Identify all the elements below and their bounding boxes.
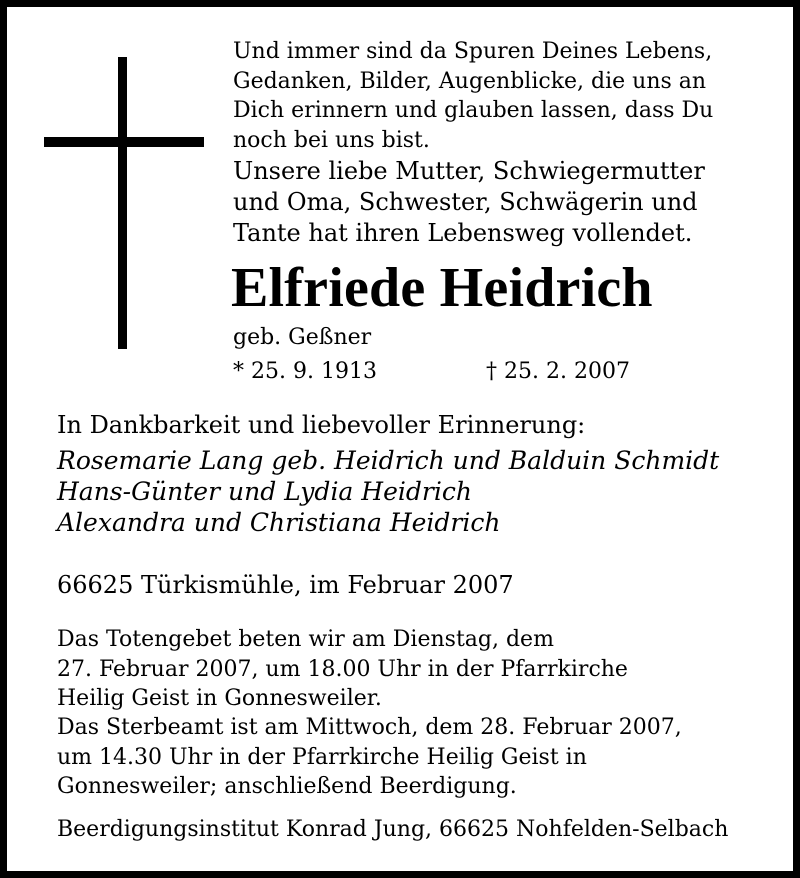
cross-horizontal-bar [44, 137, 204, 147]
prayer-service-info [57, 625, 628, 714]
deceased-name: Elfriede Heidrich [231, 257, 653, 319]
mourner-name: Alexandra und Christiana Heidrich [57, 508, 501, 537]
prayer-line: Heilig Geist in Gonnesweiler. [57, 686, 382, 711]
mourner-name: Rosemarie Lang geb. Heidrich und Balduin Schmidt [57, 446, 720, 475]
prayer-line: 27. Februar 2007, um 18.00 Uhr in der Pfarrkirche [57, 656, 628, 682]
verse-line: Und immer sind da Spuren Deines Lebens, [233, 39, 713, 64]
cross-vertical-bar [118, 57, 127, 349]
verse-line: noch bei uns bist. [233, 127, 430, 153]
birth-name: geb. Geßner [233, 325, 372, 350]
mourner-name: Hans-Günter und Lydia Heidrich [57, 477, 472, 506]
announcement-line: Unsere liebe Mutter, Schwiegermutter [233, 157, 705, 185]
thanks-line: In Dankbarkeit und liebevoller Erinnerung: [57, 411, 586, 439]
mass-line: Das Sterbeamt ist am Mittwoch, dem 28. Februar 2007, [57, 715, 682, 740]
undertaker-info: Beerdigungsinstitut Konrad Jung, 66625 Nohfelden-Selbach [57, 817, 729, 842]
mourners-list [57, 445, 719, 538]
announcement-line: Tante hat ihren Lebensweg vollendet. [233, 219, 693, 247]
verse-line: Gedanken, Bilder, Augenblicke, die uns an [233, 68, 707, 94]
death-date: † 25. 2. 2007 [486, 359, 630, 384]
prayer-line: Das Totengebet beten wir am Dienstag, dem [57, 627, 554, 652]
death-announcement [233, 156, 705, 249]
mass-line: um 14.30 Uhr in der Pfarrkirche Heilig Geist in [57, 744, 587, 770]
birth-date: * 25. 9. 1913 [233, 359, 377, 384]
memorial-verse [233, 37, 713, 155]
requiem-mass-info [57, 713, 682, 802]
verse-line: Dich erinnern und glauben lassen, dass Du [233, 98, 714, 123]
mass-line: Gonnesweiler; anschließend Beerdigung. [57, 774, 517, 799]
announcement-line: und Oma, Schwester, Schwägerin und [233, 188, 698, 216]
place-and-date: 66625 Türkismühle, im Februar 2007 [57, 571, 514, 599]
